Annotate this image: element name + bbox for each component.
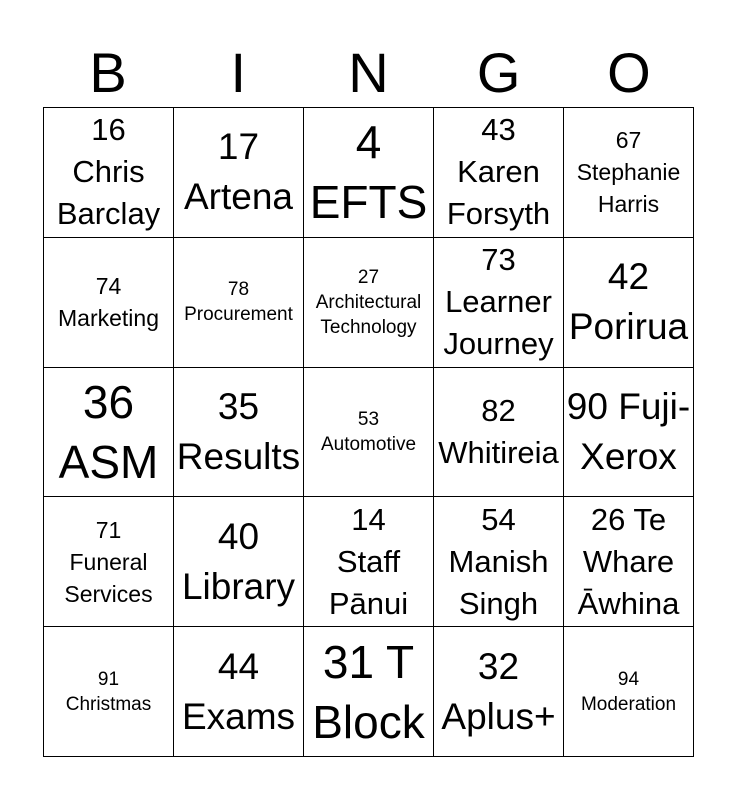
cell-label: 35 Results — [176, 385, 301, 477]
header-letter-i: I — [230, 41, 247, 104]
cell-label: 36 ASM — [58, 375, 159, 488]
bingo-cell[interactable] — [304, 627, 434, 757]
cell-label: 74 Marketing — [58, 273, 159, 332]
cell-label: 17 Artena — [183, 126, 293, 218]
bingo-cell[interactable] — [174, 627, 304, 757]
cell-label: 78 Procurement — [184, 279, 293, 326]
header-letter-b: B — [89, 41, 127, 104]
header-letter-g: G — [476, 41, 521, 104]
bingo-cell[interactable] — [564, 238, 694, 368]
bingo-cell[interactable] — [434, 497, 564, 627]
cell-label: 90 Fuji- Xerox — [566, 385, 691, 477]
bingo-card-grid — [43, 107, 694, 757]
bingo-cell[interactable] — [304, 238, 434, 368]
bingo-cell[interactable] — [174, 497, 304, 627]
bingo-cell[interactable] — [44, 368, 174, 498]
cell-label: 91 Christmas — [65, 668, 152, 715]
cell-label: 14 Staff Pānui — [328, 501, 409, 621]
cell-label: 4 EFTS — [309, 116, 428, 229]
bingo-cell[interactable] — [434, 627, 564, 757]
bingo-cell[interactable] — [304, 108, 434, 238]
cell-label: 40 Library — [181, 515, 296, 607]
bingo-cell[interactable] — [564, 368, 694, 498]
bingo-cell[interactable] — [44, 497, 174, 627]
bingo-cell[interactable] — [44, 238, 174, 368]
cell-label: 16 Chris Barclay — [56, 112, 161, 232]
cell-label: 54 Manish Singh — [448, 501, 549, 621]
cell-label: 53 Automotive — [320, 408, 417, 455]
bingo-cell[interactable] — [564, 497, 694, 627]
bingo-cell[interactable] — [174, 238, 304, 368]
bingo-cell[interactable] — [174, 368, 304, 498]
bingo-cell[interactable] — [174, 108, 304, 238]
bingo-header — [43, 40, 694, 106]
cell-label: 67 Stephanie Harris — [576, 127, 681, 218]
bingo-cell[interactable] — [304, 368, 434, 498]
bingo-cell[interactable] — [44, 627, 174, 757]
cell-label: 94 Moderation — [580, 668, 677, 715]
cell-label: 31 T Block — [312, 635, 425, 748]
header-letter-o: O — [607, 41, 651, 104]
cell-label: 32 Aplus+ — [441, 645, 556, 737]
cell-label: 27 Architectural Technology — [315, 266, 422, 338]
cell-label: 26 Te Whare Āwhina — [577, 501, 680, 621]
cell-label: 71 Funeral Services — [64, 516, 153, 607]
cell-label: 43 Karen Forsyth — [446, 112, 551, 232]
cell-label: 82 Whitireia — [438, 392, 559, 470]
bingo-cell[interactable] — [304, 497, 434, 627]
cell-label: 42 Porirua — [568, 256, 689, 348]
bingo-cell[interactable] — [564, 627, 694, 757]
header-letter-n: N — [348, 41, 389, 104]
bingo-cell[interactable] — [434, 108, 564, 238]
cell-label: 73 Learner Journey — [443, 242, 554, 362]
bingo-cell[interactable] — [434, 368, 564, 498]
cell-label: 44 Exams — [181, 645, 296, 737]
bingo-cell[interactable] — [44, 108, 174, 238]
bingo-cell[interactable] — [434, 238, 564, 368]
bingo-cell[interactable] — [564, 108, 694, 238]
